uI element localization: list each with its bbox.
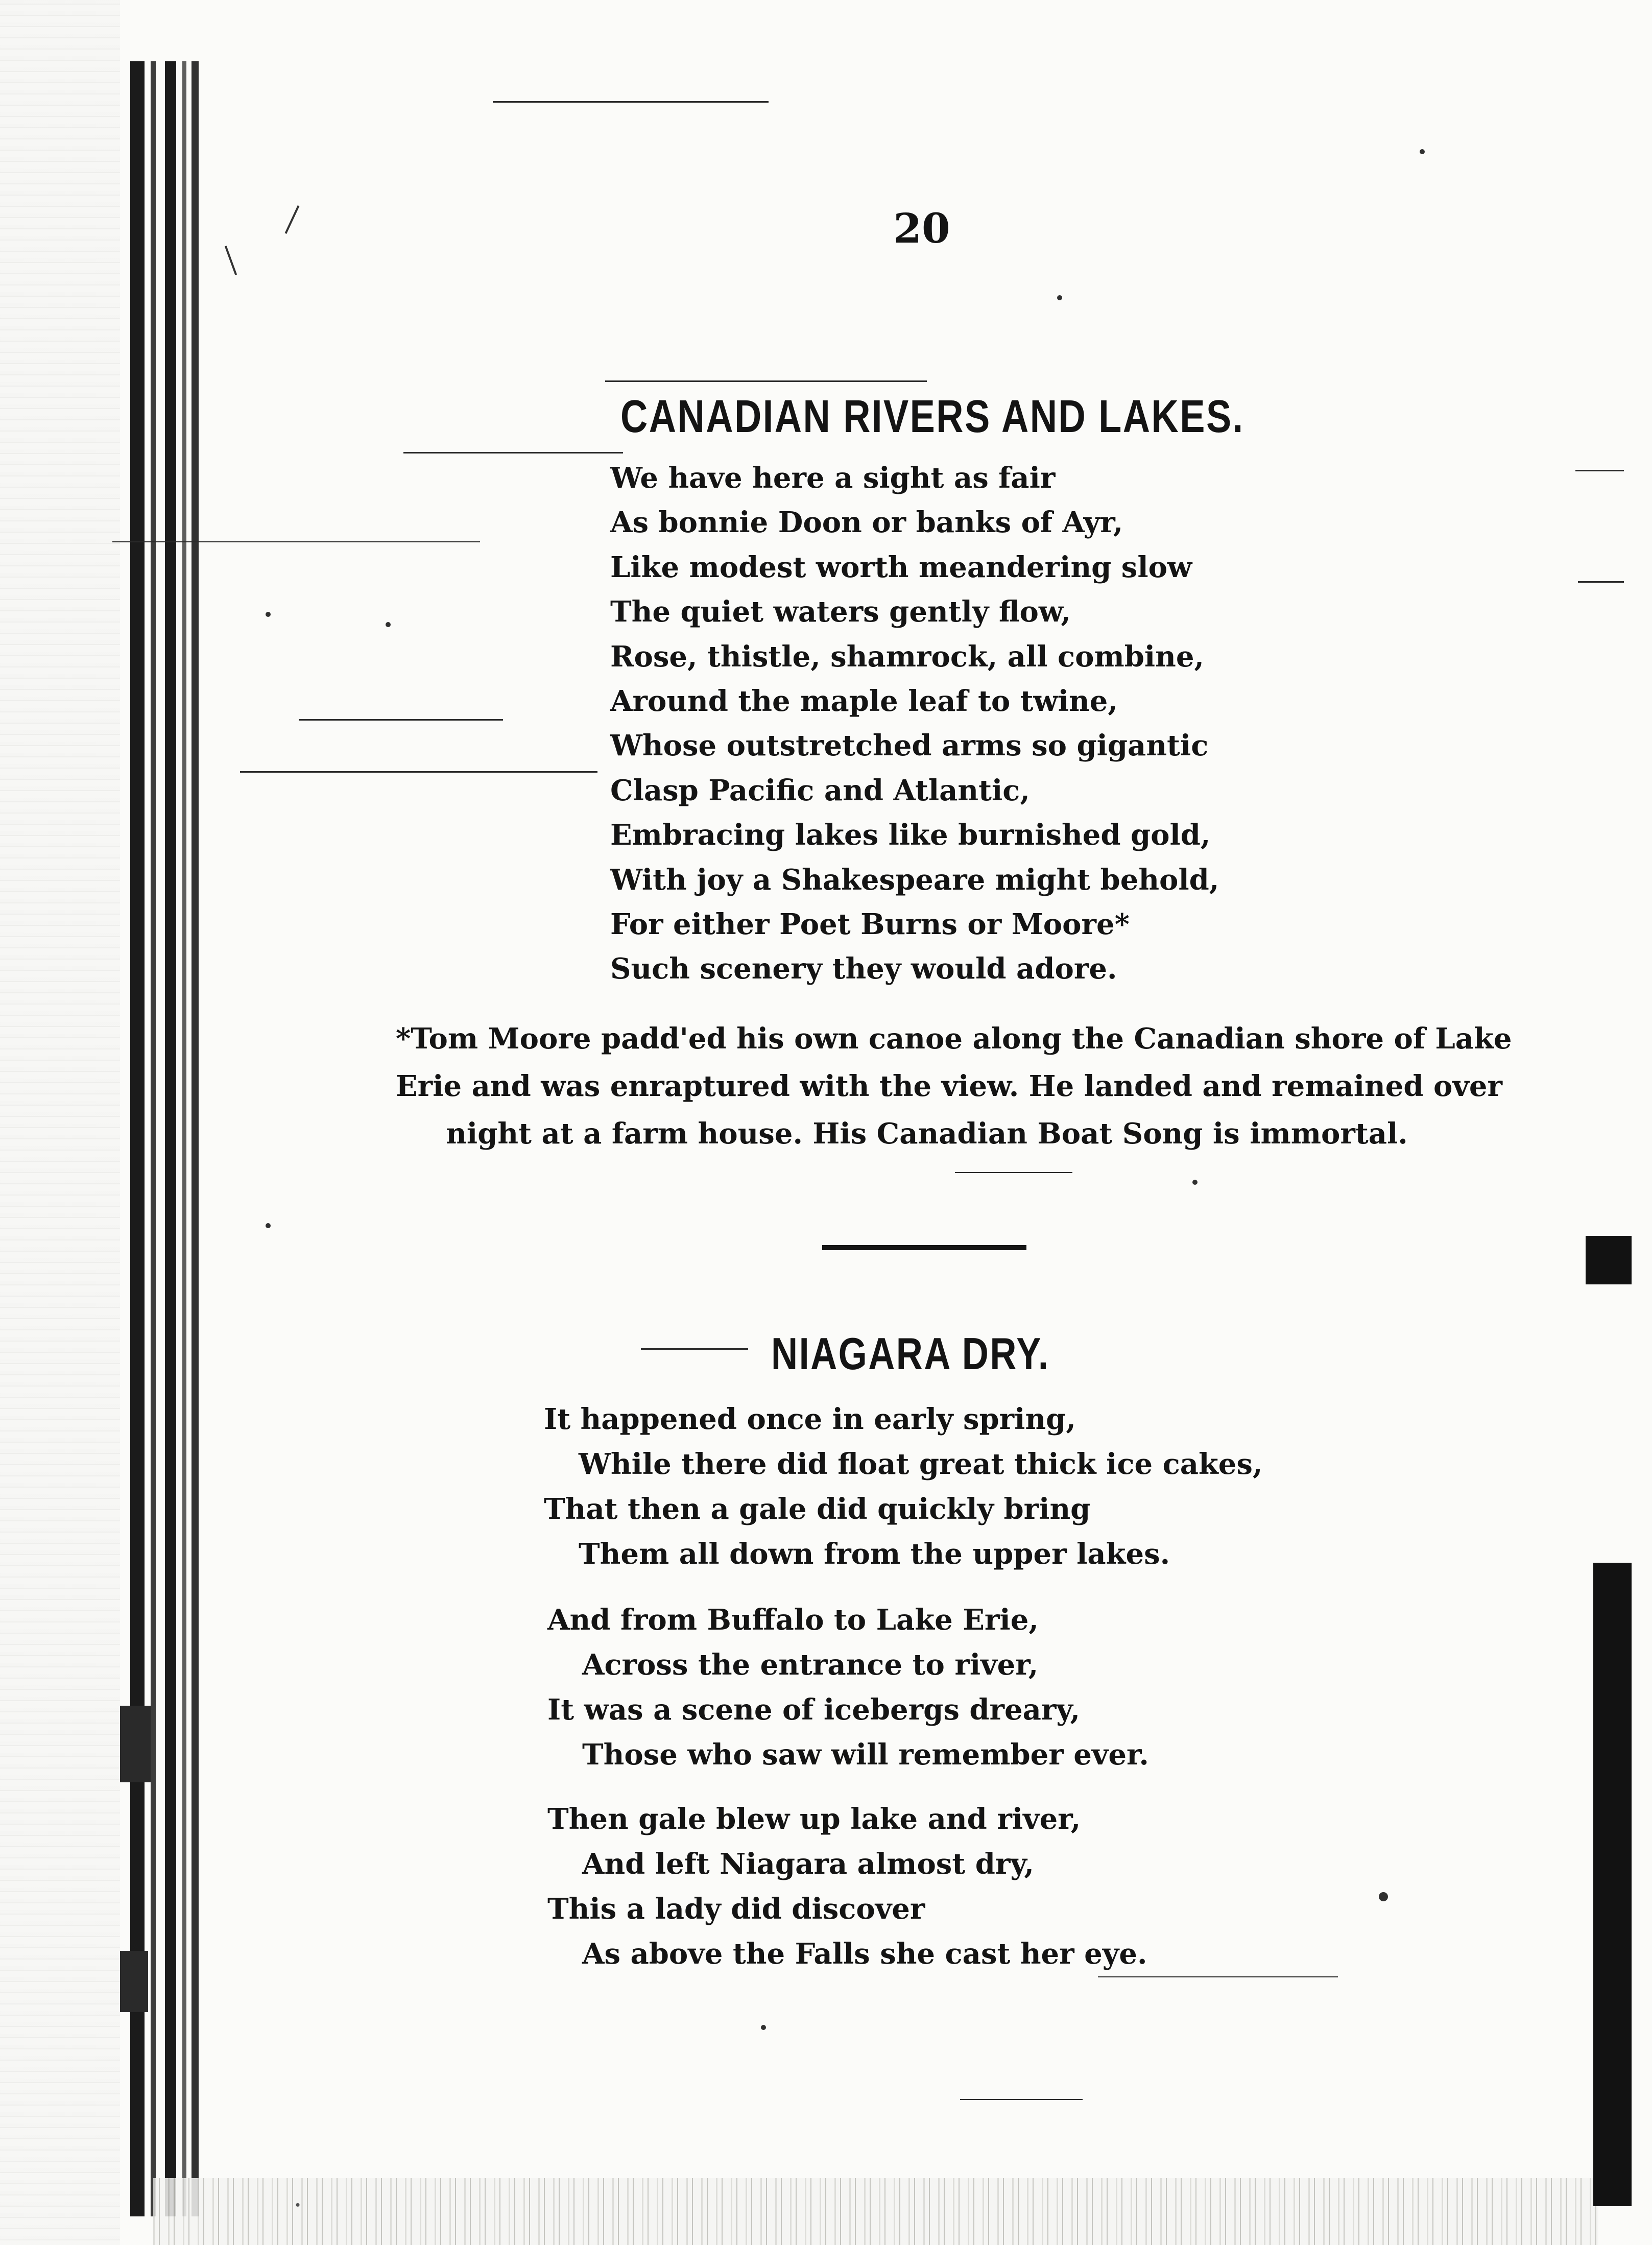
stray-line — [960, 2099, 1083, 2100]
poem-title-niagara-dry: NIAGARA DRY. — [771, 1328, 1050, 1379]
poem-line: And left Niagara almost dry, — [582, 1847, 1035, 1881]
ink-speck — [1379, 1892, 1388, 1901]
poem-line: Embracing lakes like burnished gold, — [610, 818, 1211, 852]
poem-canadian-rivers — [610, 456, 1219, 992]
poem-line: Then gale blew up lake and river, — [547, 1802, 1081, 1836]
stray-line — [299, 719, 503, 721]
stray-mark — [225, 246, 237, 275]
poem-line: Those who saw will remember ever. — [582, 1738, 1149, 1772]
book-binding-shadow — [120, 61, 207, 2216]
poem-line: As bonnie Doon or banks of Ayr, — [610, 506, 1123, 540]
stray-line — [403, 452, 623, 453]
ink-speck — [266, 612, 271, 617]
stray-line — [112, 541, 480, 542]
poem-line: We have here a sight as fair — [610, 461, 1056, 495]
rule-left-of-title — [641, 1348, 748, 1350]
poem-line: Whose outstretched arms so gigantic — [610, 729, 1209, 763]
page-number: 20 — [893, 204, 950, 252]
stanza — [547, 1597, 1149, 1777]
stanza — [547, 1797, 1147, 1976]
poem-line: Clasp Pacific and Atlantic, — [610, 773, 1030, 807]
poem-line: It was a scene of icebergs dreary, — [547, 1693, 1081, 1727]
stray-line — [955, 1172, 1072, 1173]
poem-line: That then a gale did quickly bring — [544, 1492, 1091, 1526]
poem-line: The quiet waters gently flow, — [610, 595, 1071, 629]
poem-line: Rose, thistle, shamrock, all combine, — [610, 639, 1205, 674]
poem-line: Such scenery they would adore. — [610, 952, 1117, 986]
footnote-line: *Tom Moore padd'ed his own canoe along the Canadian shore of Lake — [396, 1022, 1512, 1056]
ink-speck — [1192, 1180, 1198, 1185]
scan-black-edge — [1593, 1563, 1632, 2206]
stray-line — [1098, 1976, 1338, 1977]
scan-black-mark — [1586, 1236, 1632, 1284]
poem-line: Them all down from the upper lakes. — [579, 1537, 1170, 1571]
ink-speck — [1057, 295, 1062, 300]
poem-line: With joy a Shakespeare might behold, — [610, 863, 1219, 897]
ink-speck — [266, 1223, 271, 1228]
stanza — [544, 1397, 1262, 1577]
footnote-line: Erie and was enraptured with the view. He landed and remained over — [396, 1069, 1503, 1103]
section-divider — [822, 1245, 1026, 1250]
margin-mark — [1578, 581, 1624, 583]
poem-line: For either Poet Burns or Moore* — [610, 907, 1130, 941]
ink-speck — [386, 622, 391, 627]
margin-mark — [1575, 470, 1624, 471]
poem-line: Around the maple leaf to twine, — [610, 684, 1118, 718]
poem-line: Across the entrance to river, — [582, 1648, 1039, 1682]
poem-line: And from Buffalo to Lake Erie, — [547, 1603, 1039, 1637]
stray-mark — [285, 205, 300, 234]
stray-line — [240, 771, 597, 773]
poem-title-canadian-rivers: CANADIAN RIVERS AND LAKES. — [620, 391, 1244, 442]
poem-line: Like modest worth meandering slow — [610, 550, 1192, 584]
poem-line: While there did float great thick ice cakes, — [579, 1447, 1263, 1481]
ink-speck — [1420, 149, 1425, 154]
footnote — [396, 1015, 1512, 1158]
poem-line: As above the Falls she cast her eye. — [582, 1937, 1147, 1971]
poem-line: This a lady did discover — [547, 1892, 925, 1926]
ink-speck — [761, 2025, 766, 2030]
scan-edge-noise — [0, 0, 120, 2245]
rule-above-title — [605, 380, 927, 382]
footnote-line: night at a farm house. His Canadian Boat Song is immortal. — [446, 1117, 1408, 1151]
scan-bottom-noise — [153, 2178, 1598, 2245]
stray-line — [493, 101, 769, 103]
poem-line: It happened once in early spring, — [544, 1402, 1076, 1436]
